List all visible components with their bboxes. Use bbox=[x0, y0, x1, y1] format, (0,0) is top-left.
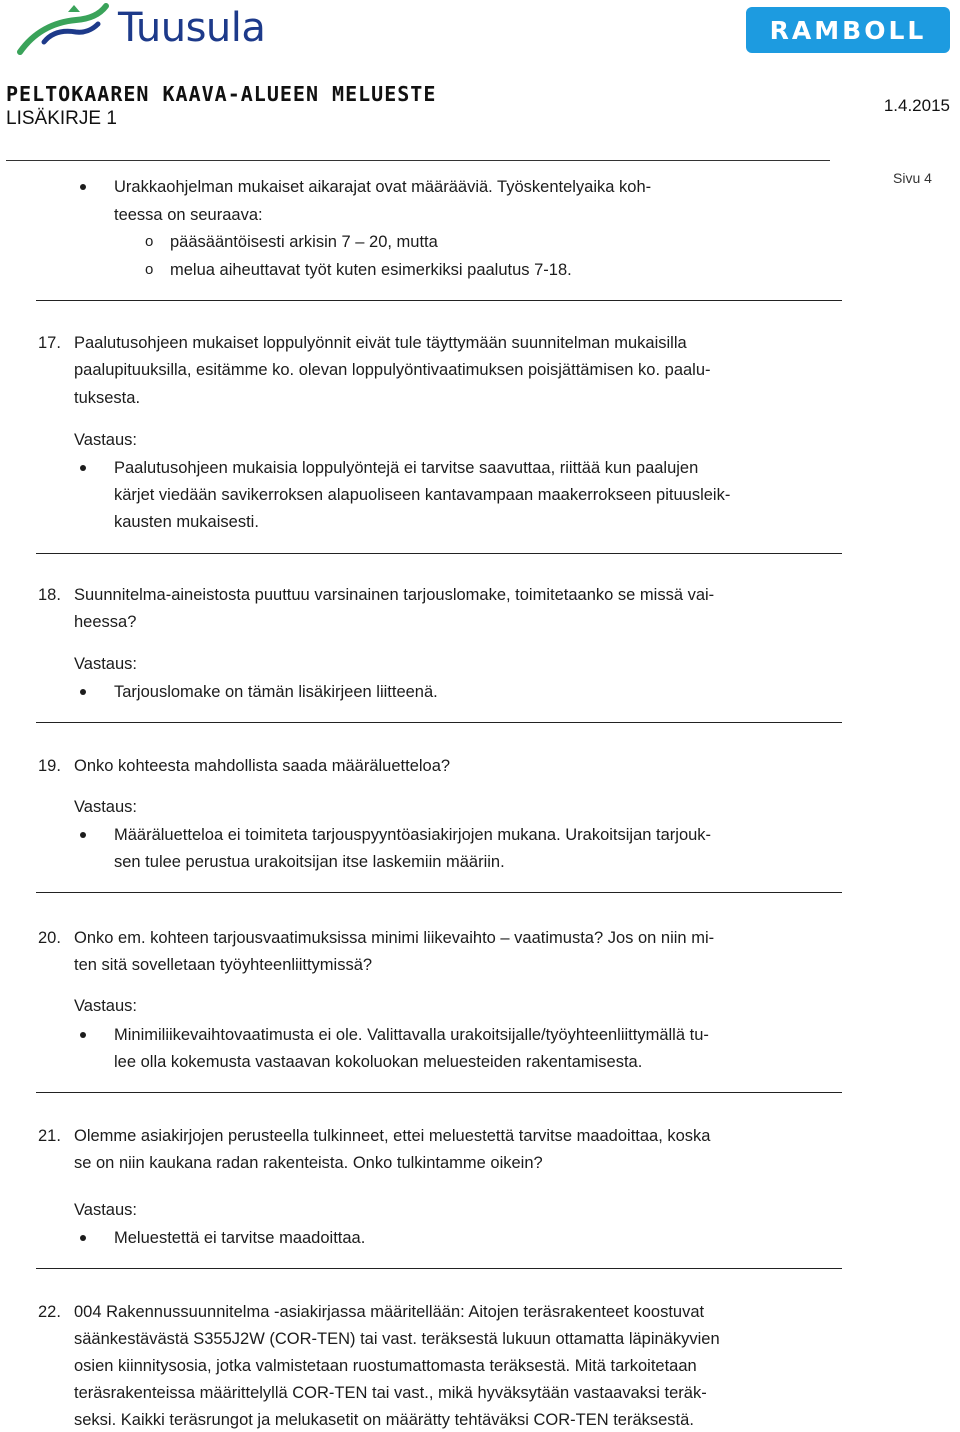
answer-line: sen tulee perustua urakoitsijan itse laskemiin määriin. bbox=[114, 853, 505, 871]
question-line: ten sitä sovelletaan työyhteenliittymissä? bbox=[74, 956, 373, 974]
page-number: Sivu 4 bbox=[893, 170, 932, 186]
tuusula-emblem-icon bbox=[14, 2, 114, 60]
sub-item: pääsääntöisesti arkisin 7 – 20, mutta bbox=[170, 233, 438, 251]
question-line: Olemme asiakirjojen perusteella tulkinneet, ettei meluestettä tarvitse maadoittaa, koska bbox=[74, 1127, 711, 1145]
sub-item: melua aiheuttavat työt kuten esimerkiksi paalutus 7-18. bbox=[170, 261, 572, 279]
question-line: Onko em. kohteen tarjousvaatimuksissa minimi liikevaihto – vaatimusta? Jos on niin mi- bbox=[74, 929, 715, 947]
bullet-icon bbox=[80, 184, 86, 190]
answer-line: Tarjouslomake on tämän lisäkirjeen liitteenä. bbox=[114, 683, 438, 701]
question-line: se on niin kaukana radan rakenteista. Onko tulkintamme oikein? bbox=[74, 1154, 543, 1172]
question-line: Suunnitelma-aineistosta puuttuu varsinainen tarjouslomake, toimitetaanko se missä vai- bbox=[74, 586, 715, 604]
section-divider bbox=[36, 553, 842, 554]
question-number: 19. bbox=[38, 757, 61, 775]
question-number: 20. bbox=[38, 929, 61, 947]
answer-line: Minimiliikevaihtovaatimusta ei ole. Valittavalla urakoitsijalle/työyhteenliittymällä tu- bbox=[114, 1026, 709, 1044]
question-number: 17. bbox=[38, 334, 61, 352]
question-number: 18. bbox=[38, 586, 61, 604]
section-divider bbox=[36, 1268, 842, 1269]
answer-label: Vastaus: bbox=[74, 655, 137, 673]
question-line: tuksesta. bbox=[74, 389, 141, 407]
question-line: paalupituuksilla, esitämme ko. olevan loppulyöntivaatimuksen poisjättämisen ko. paalu- bbox=[74, 361, 711, 379]
answer-line: Meluestettä ei tarvitse maadoittaa. bbox=[114, 1229, 366, 1247]
bullet-icon bbox=[80, 832, 86, 838]
section-divider bbox=[36, 1092, 842, 1093]
answer-label: Vastaus: bbox=[74, 431, 137, 449]
circle-bullet-icon: o bbox=[145, 233, 154, 250]
answer-line: lee olla kokemusta vastaavan kokoluokan meluesteiden rakentamisesta. bbox=[114, 1053, 643, 1071]
answer-line: Määräluetteloa ei toimiteta tarjouspyyntöasiakirjojen mukana. Urakoitsijan tarjouk- bbox=[114, 826, 712, 844]
answer-line: kausten mukaisesti. bbox=[114, 513, 259, 531]
document-date: 1.4.2015 bbox=[883, 96, 950, 115]
answer-line: Paalutusohjeen mukaisia loppulyöntejä ei tarvitse saavuttaa, riittää kun paalujen bbox=[114, 459, 699, 477]
question-line: säänkestävästä S355J2W (COR-TEN) tai vast. teräksestä lukuun ottamatta läpinäkyvien bbox=[74, 1330, 720, 1348]
header-divider bbox=[6, 160, 830, 161]
question-line: osien kiinnitysosia, jotka valmistetaan ruostumattomasta teräksestä. Mitä tarkoitetaan bbox=[74, 1357, 697, 1375]
bullet-icon bbox=[80, 1235, 86, 1241]
question-line: 004 Rakennussuunnitelma -asiakirjassa määritellään: Aitojen teräsrakenteet koostuvat bbox=[74, 1303, 705, 1321]
question-line: seksi. Kaikki teräsrungot ja melukasetit on määrätty tehtäväksi COR-TEN teräksestä. bbox=[74, 1411, 694, 1429]
body-line: teessa on seuraava: bbox=[114, 206, 263, 224]
ramboll-logo: RAMBOLL bbox=[746, 7, 950, 53]
question-number: 21. bbox=[38, 1127, 61, 1145]
circle-bullet-icon: o bbox=[145, 261, 154, 278]
section-divider bbox=[36, 300, 842, 301]
question-line: heessa? bbox=[74, 613, 137, 631]
section-divider bbox=[36, 892, 842, 893]
question-line: teräsrakenteissa määrittelyllä COR-TEN tai vast., mikä hyväksytään vastaavaksi teräk- bbox=[74, 1384, 707, 1402]
bullet-icon bbox=[80, 465, 86, 471]
tuusula-logo-text: Tuusula bbox=[118, 5, 266, 51]
question-number: 22. bbox=[38, 1303, 61, 1321]
tuusula-logo bbox=[14, 2, 304, 60]
document-subtitle: LISÄKIRJE 1 bbox=[6, 108, 117, 129]
body-line: Urakkaohjelman mukaiset aikarajat ovat määrääviä. Työskentelyaika koh- bbox=[114, 178, 652, 196]
answer-line: kärjet viedään savikerroksen alapuoliseen kantavampaan maakerrokseen pituusleik- bbox=[114, 486, 731, 504]
question-line: Paalutusohjeen mukaiset loppulyönnit eivät tule täyttymään suunnitelman mukaisilla bbox=[74, 334, 687, 352]
answer-label: Vastaus: bbox=[74, 1201, 137, 1219]
answer-label: Vastaus: bbox=[74, 997, 137, 1015]
bullet-icon bbox=[80, 1032, 86, 1038]
section-divider bbox=[36, 722, 842, 723]
answer-label: Vastaus: bbox=[74, 798, 137, 816]
bullet-icon bbox=[80, 689, 86, 695]
question-line: Onko kohteesta mahdollista saada määräluetteloa? bbox=[74, 757, 451, 775]
document-title: PELTOKAAREN KAAVA-ALUEEN MELUESTE bbox=[6, 82, 437, 106]
